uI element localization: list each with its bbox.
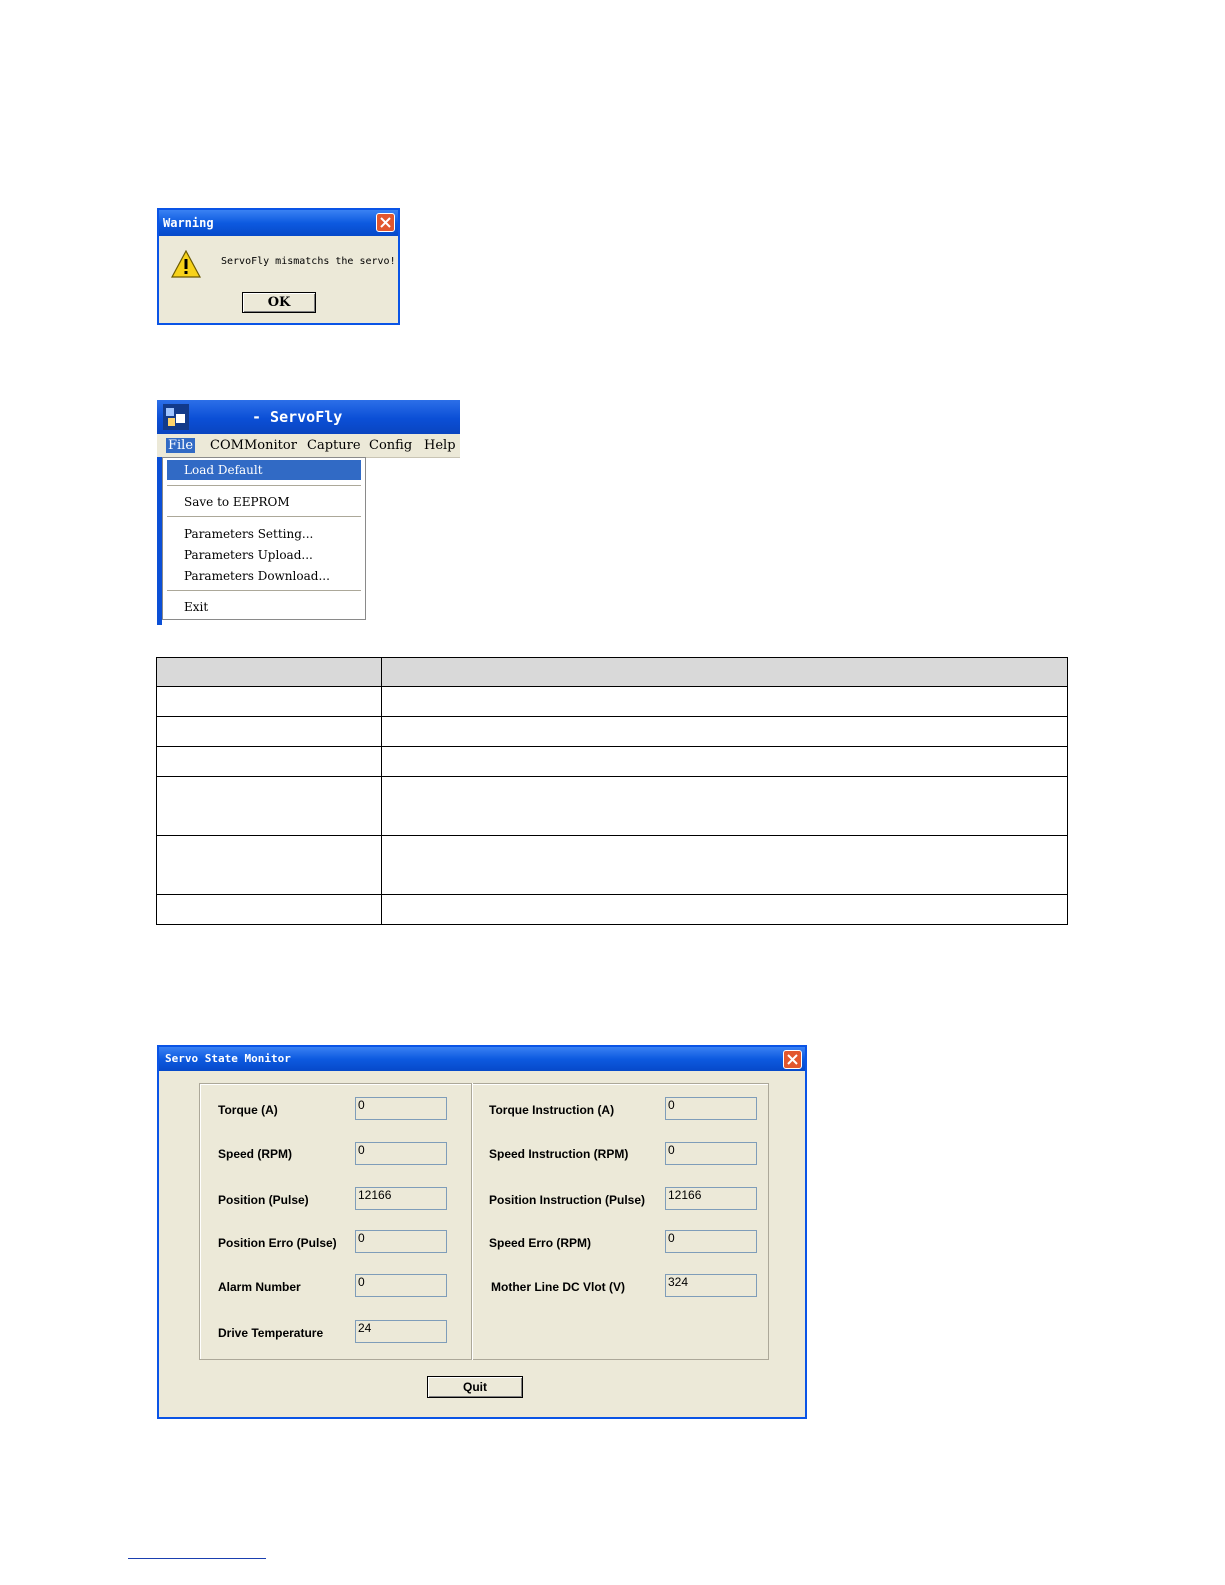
table-row (157, 895, 1068, 925)
warning-title: Warning (163, 216, 214, 230)
servofly-title: - ServoFly (252, 408, 343, 426)
table-cell (157, 777, 382, 836)
close-icon[interactable] (376, 213, 395, 232)
table-cell (382, 836, 1068, 895)
torque-instruction-label: Torque Instruction (A) (489, 1103, 615, 1117)
menu-monitor[interactable]: Monitor (244, 438, 297, 453)
position-instruction-label: Position Instruction (Pulse) (489, 1193, 646, 1207)
servofly-window (157, 400, 460, 625)
menu-separator (167, 485, 361, 486)
table-row (157, 717, 1068, 747)
file-menu-dropdown (162, 457, 366, 620)
alarm-number-field: 0 (355, 1274, 447, 1297)
table-cell (382, 747, 1068, 777)
menu-help[interactable]: Help (424, 438, 456, 453)
torque-instruction-field: 0 (665, 1097, 757, 1120)
dc-volt-field: 324 (665, 1274, 757, 1297)
table-cell (382, 895, 1068, 925)
position-label: Position (Pulse) (218, 1193, 309, 1207)
table-cell (157, 895, 382, 925)
ok-button[interactable]: OK (242, 292, 316, 313)
menu-capture[interactable]: Capture (307, 438, 361, 453)
speed-erro-field: 0 (665, 1230, 757, 1253)
monitor-title: Servo State Monitor (165, 1052, 291, 1065)
speed-erro-label: Speed Erro (RPM) (489, 1236, 592, 1250)
menu-com[interactable]: COM (210, 438, 244, 453)
table-row (157, 836, 1068, 895)
torque-label: Torque (A) (218, 1103, 278, 1117)
table-cell (157, 836, 382, 895)
menu-config[interactable]: Config (369, 438, 413, 453)
speed-label: Speed (RPM) (218, 1147, 293, 1161)
warning-message: ServoFly mismatchs the servo! (221, 256, 396, 267)
position-erro-field: 0 (355, 1230, 447, 1253)
monitor-divider (471, 1083, 472, 1360)
servo-state-monitor-dialog (157, 1045, 807, 1419)
app-icon (163, 404, 189, 430)
menu-item-load-default[interactable]: Load Default (167, 460, 361, 480)
menu-item-parameters-setting[interactable]: Parameters Setting... (184, 527, 314, 541)
monitor-group-box (199, 1083, 769, 1360)
menu-item-parameters-upload[interactable]: Parameters Upload... (184, 548, 313, 562)
table-cell (157, 687, 382, 717)
table-header-row (157, 658, 1068, 687)
position-erro-label: Position Erro (Pulse) (218, 1236, 337, 1250)
speed-instruction-label: Speed Instruction (RPM) (489, 1147, 629, 1161)
speed-instruction-field: 0 (665, 1142, 757, 1165)
menu-item-exit[interactable]: Exit (184, 600, 209, 614)
warning-dialog (157, 208, 400, 325)
table-row (157, 747, 1068, 777)
table-cell (382, 717, 1068, 747)
table-cell (157, 717, 382, 747)
table-cell (382, 777, 1068, 836)
alarm-number-label: Alarm Number (218, 1280, 301, 1294)
drive-temperature-label: Drive Temperature (218, 1326, 324, 1340)
menu-file[interactable]: File (168, 438, 194, 453)
menu-separator (167, 516, 361, 517)
table-cell (382, 658, 1068, 687)
torque-field: 0 (355, 1097, 447, 1120)
servofly-titlebar[interactable] (157, 400, 460, 434)
table-row (157, 777, 1068, 836)
menu-item-parameters-download[interactable]: Parameters Download... (184, 569, 330, 583)
description-table (156, 657, 1068, 925)
table-cell (382, 687, 1068, 717)
menubar (157, 434, 460, 458)
menu-separator (167, 590, 361, 591)
position-field: 12166 (355, 1187, 447, 1210)
drive-temperature-field: 24 (355, 1320, 447, 1343)
quit-button[interactable]: Quit (427, 1376, 523, 1398)
position-instruction-field: 12166 (665, 1187, 757, 1210)
dc-volt-label: Mother Line DC Vlot (V) (491, 1280, 625, 1294)
table-row (157, 687, 1068, 717)
speed-field: 0 (355, 1142, 447, 1165)
menu-item-save-eeprom[interactable]: Save to EEPROM (184, 495, 290, 509)
monitor-titlebar[interactable] (159, 1047, 805, 1071)
footnote-rule (128, 1558, 266, 1559)
table-cell (157, 658, 382, 687)
warning-titlebar[interactable] (159, 210, 398, 236)
close-icon[interactable] (783, 1050, 802, 1069)
table-cell (157, 747, 382, 777)
warning-icon (171, 250, 201, 278)
